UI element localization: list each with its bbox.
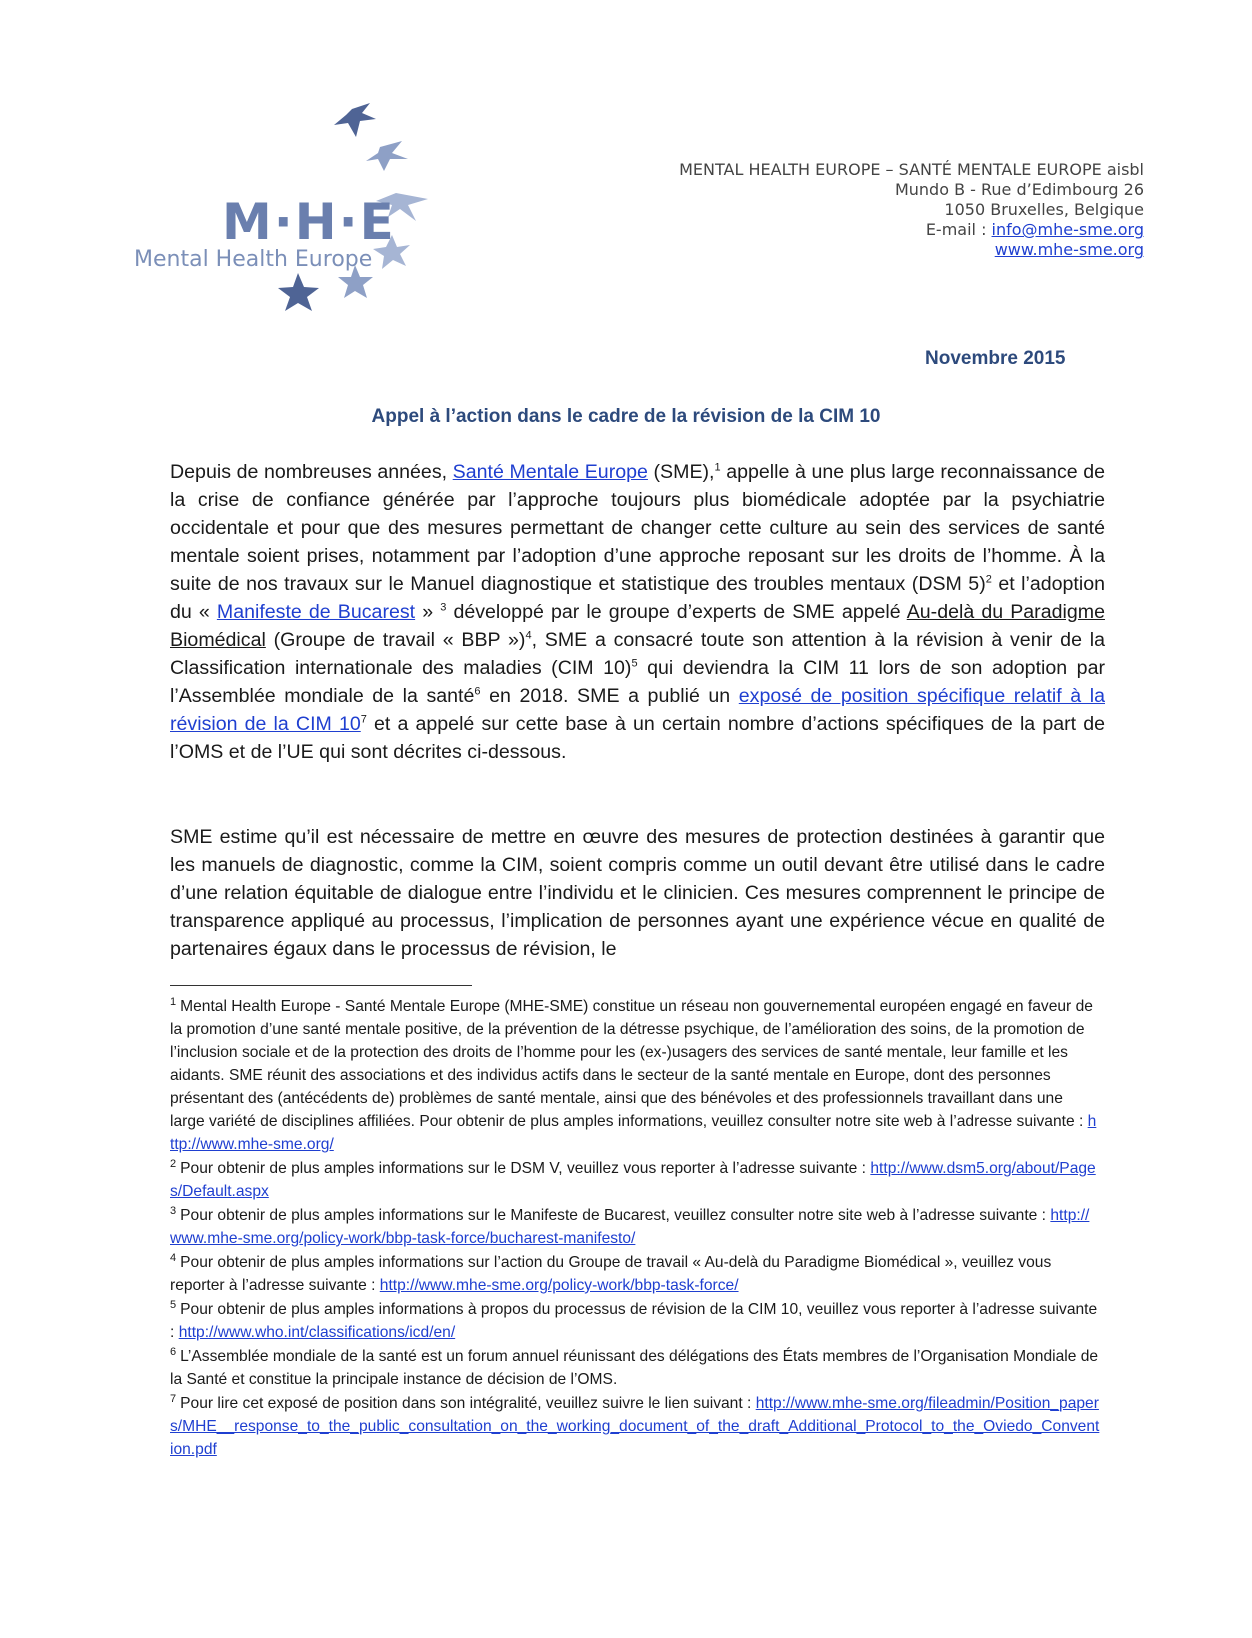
- paragraph-1: [170, 458, 1105, 766]
- p1-text-b: (SME),: [653, 461, 715, 483]
- paragraph-2: SME estime qu’il est nécessaire de mettre en œuvre des mesures de protection destinées à garantir que les manuels de diagnostic, comme la CIM, soient compris comme un outil devant être utilisé dans le cadre d’une relation équitable de dialogue entre l’individu et le clinicien. Ces mesures comprennent le principe de transparence appliqué au processus, l’implication de personnes ayant une expérience vécue en qualité de partenaires égaux dans le processus de révision, le: [170, 826, 1105, 960]
- p1-text-f: développé par le groupe d’experts de SME appelé: [453, 601, 901, 623]
- footnote: [170, 1392, 1100, 1461]
- p1-text-j: en 2018. SME a publié un: [489, 685, 731, 707]
- footnote-ref-4[interactable]: 4: [525, 629, 532, 642]
- footnote-text: Pour obtenir de plus amples informations sur le Manifeste de Bucarest, veuillez consulter notre site web à l’adresse suivante :: [180, 1207, 1047, 1224]
- address-city: 1050 Bruxelles, Belgique: [944, 200, 1144, 219]
- mhe-logo: [130, 95, 470, 330]
- footnote-number: 5: [170, 1298, 177, 1311]
- address-block: [679, 160, 1144, 260]
- footnote-number: 3: [170, 1204, 177, 1217]
- footnote-text: Pour obtenir de plus amples informations sur l’action du Groupe de travail « Au-delà du Paradigme Biomédical », veuillez vous reporter à l’adresse suivante :: [170, 1254, 1052, 1294]
- p1-text-d: et l’adoption du «: [170, 573, 1106, 623]
- footnote-url[interactable]: http://www.mhe-sme.org/fileadmin/Position_papers/MHE__response_to_the_public_consultation_on_the_working_document_of_the_draft_Additional_Protocol_to_the_Oviedo_Convention.pdf: [170, 1395, 1100, 1458]
- footnote-ref-6[interactable]: 6: [474, 685, 481, 698]
- footnote: [170, 1251, 1100, 1297]
- address-org: MENTAL HEALTH EUROPE – SANTÉ MENTALE EUROPE aisbl: [679, 160, 1144, 179]
- email-link[interactable]: info@mhe-sme.org: [991, 220, 1144, 239]
- footnote-url[interactable]: http://www.dsm5.org/about/Pages/Default.aspx: [170, 1160, 1096, 1200]
- footnote-url[interactable]: http://www.mhe-sme.org/policy-work/bbp-task-force/bucharest-manifesto/: [170, 1207, 1090, 1247]
- website-link[interactable]: www.mhe-sme.org: [994, 240, 1144, 259]
- address-street: Mundo B - Rue d’Edimbourg 26: [894, 180, 1144, 199]
- footnote-divider: [170, 985, 472, 986]
- bbp-link[interactable]: Au-delà du Paradigme Biomédical: [170, 601, 1105, 651]
- footnote-text: L’Assemblée mondiale de la santé est un forum annuel réunissant des délégations des États membres de l’Organisation Mondiale de la Santé et constitue la principale instance de décision de l’OMS.: [170, 1348, 1099, 1388]
- logo-name: Mental Health Europe: [134, 247, 373, 272]
- footnote-number: 6: [170, 1345, 177, 1358]
- footnote-text: Mental Health Europe - Santé Mentale Europe (MHE-SME) constitue un réseau non gouvernemental européen engagé en faveur de la promotion d’une santé mentale positive, de la prévention de la détresse psychique, de l’amélioration des soins, de la promotion de l’inclusion sociale et de la protection des droits de l’homme pour les (ex-)usagers des services de santé mentale, leur famille et les aidants. SME réunit des associations et des individus actifs dans le secteur de la santé mentale en Europe, dont des personnes présentant des (antécédents de) problèmes de santé mentale, ainsi que des bénévoles et des professionnels travaillant dans une large variété de disciplines affiliées. Pour obtenir de plus amples informations, veuillez consulter notre site web à l’adresse suivante :: [170, 998, 1093, 1130]
- footnote-url[interactable]: http://www.mhe-sme.org/policy-work/bbp-task-force/: [379, 1277, 739, 1294]
- expose-link[interactable]: exposé de position spécifique relatif à la révision de la CIM 10: [170, 685, 1105, 735]
- footnote-text: Pour lire cet exposé de position dans son intégralité, veuillez suivre le lien suivant :: [180, 1395, 752, 1412]
- footnote-number: 4: [170, 1251, 177, 1264]
- p1-text-g: (Groupe de travail « BBP »): [273, 629, 526, 651]
- p1-text-i: qui deviendra la CIM 11 lors de son adoption par l’Assemblée mondiale de la santé: [170, 657, 1105, 707]
- manifeste-link[interactable]: Manifeste de Bucarest: [216, 601, 416, 623]
- p1-text-c: appelle à une plus large reconnaissance de la crise de confiance générée par l’approche toujours plus biomédicale adoptée par la psychiatrie occidentale et pour que des mesures permettant de changer cette culture au sein des services de santé mentale soient prises, notamment par l’adoption d’une approche reposant sur les droits de l’homme. À la suite de nos travaux sur le Manuel diagnostique et statistique des troubles mentaux (DSM 5): [170, 461, 1106, 595]
- footnotes: [170, 995, 1100, 1462]
- footnote-ref-1[interactable]: 1: [714, 461, 721, 474]
- footnote: [170, 1157, 1100, 1203]
- email-label: E-mail :: [925, 220, 987, 239]
- footnote-ref-3[interactable]: 3: [440, 601, 447, 614]
- footnote: [170, 1204, 1100, 1250]
- footnote: [170, 1298, 1100, 1344]
- document-title: Appel à l’action dans le cadre de la révision de la CIM 10: [371, 406, 881, 427]
- p1-text-k: et a appelé sur cette base à un certain nombre d’actions spécifiques de la part de l’OMS et de l’UE qui sont décrites ci-dessous.: [170, 713, 1105, 763]
- footnote: [170, 1345, 1100, 1391]
- footnote-ref-2[interactable]: 2: [985, 573, 992, 586]
- footnote-text: Pour obtenir de plus amples informations sur le DSM V, veuillez vous reporter à l’adresse suivante :: [180, 1160, 867, 1177]
- p1-text-a: Depuis de nombreuses années,: [170, 461, 448, 483]
- logo-mark: M·H·E: [222, 193, 396, 251]
- sme-link[interactable]: Santé Mentale Europe: [452, 461, 648, 483]
- footnote-ref-5[interactable]: 5: [631, 657, 638, 670]
- footnote-url[interactable]: http://www.who.int/classifications/icd/en/: [178, 1324, 456, 1341]
- footnote-url[interactable]: http://www.mhe-sme.org/: [170, 1113, 1097, 1153]
- footnote-ref-7[interactable]: 7: [360, 713, 367, 726]
- footnote: [170, 995, 1100, 1156]
- footnote-number: 1: [170, 995, 177, 1008]
- document-date: Novembre 2015: [925, 348, 1066, 369]
- footnote-number: 2: [170, 1157, 177, 1170]
- footnote-number: 7: [170, 1392, 177, 1405]
- address-web-line: [679, 240, 1144, 260]
- p1-text-e: »: [422, 601, 434, 623]
- footnote-text: Pour obtenir de plus amples informations à propos du processus de révision de la CIM 10, veuillez vous reporter à l’adresse suivante :: [170, 1301, 1098, 1341]
- p1-text-h: , SME a consacré toute son attention à la révision à venir de la Classification internationale des maladies (CIM 10): [170, 629, 1105, 679]
- address-email-line: [679, 220, 1144, 240]
